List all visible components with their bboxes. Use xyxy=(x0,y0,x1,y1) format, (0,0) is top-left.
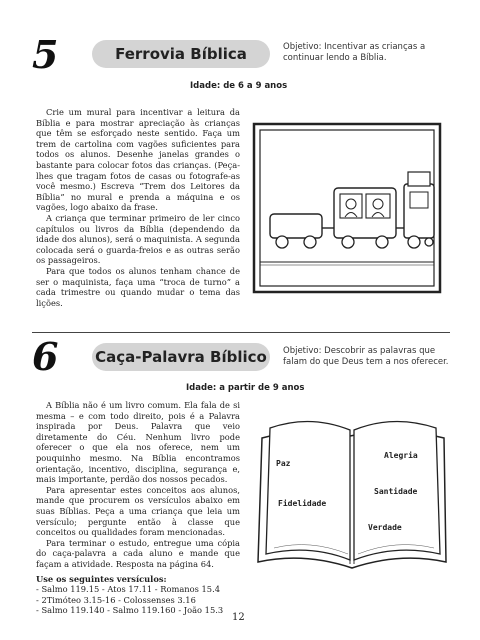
book-word-verdade: Verdade xyxy=(368,523,402,532)
section-body-5 xyxy=(36,107,240,308)
paragraph: A Bíblia não é um livro comum. Ela fala de si mesma – e com todo direito, pois é a Palavra inspirada por Deus. Palavra que veio diretamente do Céu. Nenhum livro pode oferecer o que ela nos oferece, nem um pouquinho mesmo. Na Bíblia encontramos orientação, incentivo, disciplina, segurança e, mais importante, perdão dos nossos pecados. xyxy=(36,400,240,485)
verse-line: - Salmo 119.140 - Salmo 119.160 - João 15.3 xyxy=(36,605,224,616)
verse-line: - Salmo 119.15 - Atos 17.11 - Romanos 15.4 xyxy=(36,584,220,595)
book-word-alegria: Alegria xyxy=(384,451,418,460)
paragraph: Para terminar o estudo, entregue uma cópia do caça-palavra a cada aluno e mande que façam a atividade. Resposta na página 64. xyxy=(36,537,240,569)
paragraph: Para apresentar estes conceitos aos alunos, mande que procurem os versículos abaixo em suas Bíblias. Peça a uma criança que leia um versículo; pergunte então à classe que conceitos ou qualidades foram mencionadas. xyxy=(36,484,240,538)
section-title-6: Caça-Palavra Bíblico xyxy=(92,343,270,371)
section-number-5: 5 xyxy=(32,32,59,77)
verses-title: Use os seguintes versículos: xyxy=(36,573,167,584)
section-divider xyxy=(32,332,450,333)
paragraph: Crie um mural para incentivar a leitura da Bíblia e para mostrar apreciação às crianças que têm se esforçado neste sentido. Faça um trem de cartolina com vagões suficientes para todos os alunos. Desenhe janelas grandes o bastante para colocar fotos das crianças. (Peça-lhes que tragam fotos de casas ou fotografe-as você mesmo.) Escreva “Trem dos Leitores da Bíblia” no mural e prenda a máquina e os vagões, logo abaixo da frase. xyxy=(36,107,240,213)
page-number: 12 xyxy=(232,612,245,623)
section-objective-5: Objetivo: Incentivar as crianças a continuar lendo a Bíblia. xyxy=(283,42,426,63)
section-objective-6: Objetivo: Descobrir as palavras que falam do que Deus tem a nos oferecer. xyxy=(283,346,449,367)
paragraph: A criança que terminar primeiro de ler cinco capítulos ou livros da Bíblia (dependendo da idade dos alunos), será o maquinista. A segunda colocada será o guarda-freios e as outras serão os passageiros. xyxy=(36,212,240,266)
book-word-santidade: Santidade xyxy=(374,487,418,496)
paragraph: Para que todos os alunos tenham chance de ser o maquinista, faça uma “troca de turno” a cada trimestre ou quando mudar o tema das lições. xyxy=(36,265,240,308)
section-number-6: 6 xyxy=(32,334,59,379)
train-illustration xyxy=(252,122,442,294)
section-age-5: Idade: de 6 a 9 anos xyxy=(190,81,288,91)
section-age-6: Idade: a partir de 9 anos xyxy=(186,383,305,393)
section-title-5: Ferrovia Bíblica xyxy=(92,40,270,68)
open-book-illustration xyxy=(254,398,450,578)
book-word-fidelidade: Fidelidade xyxy=(278,499,327,508)
section-body-6 xyxy=(36,400,240,616)
book-word-paz: Paz xyxy=(276,459,291,468)
verse-line: - 2Timóteo 3.15-16 - Colossenses 3.16 xyxy=(36,594,196,605)
